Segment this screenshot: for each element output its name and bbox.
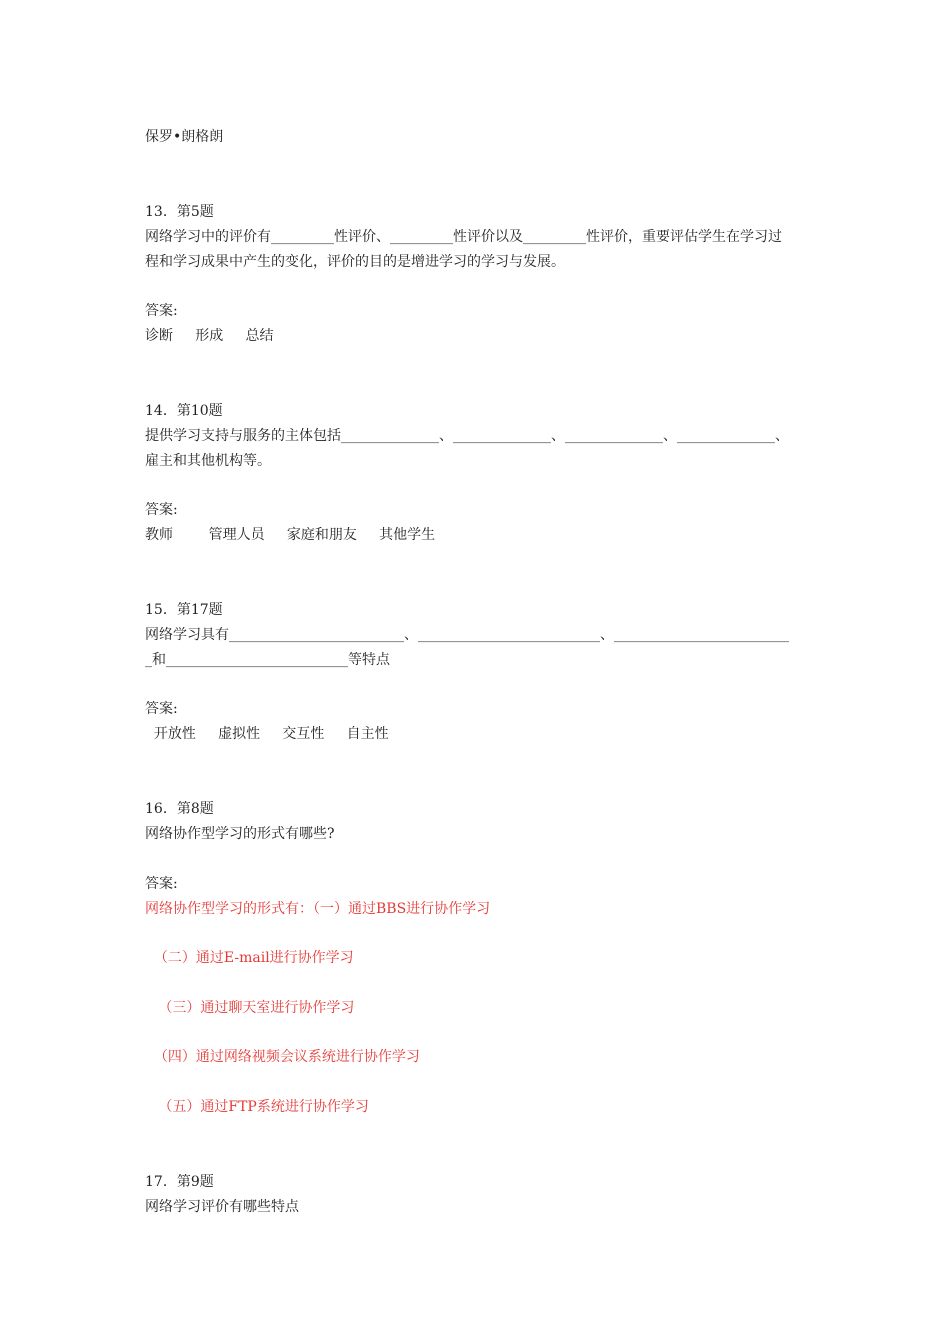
q13-question-line2: 程和学习成果中产生的变化，评价的目的是增进学习的学习与发展。 — [145, 254, 565, 270]
q16-answer-line: （三）通过聊天室进行协作学习 — [145, 1000, 355, 1016]
q16-answer-line: （五）通过FTP系统进行协作学习 — [145, 1099, 369, 1115]
q13-answer-label: 答案: — [145, 303, 178, 319]
q14-question-line2: 雇主和其他机构等。 — [145, 453, 271, 469]
q13-question-line1: 网络学习中的评价有_________性评价、_________性评价以及_________性评价，重要评估学生在学习过 — [145, 229, 782, 245]
q14-question-line1: 提供学习支持与服务的主体包括______________、______________、______________、______________、 — [145, 428, 789, 444]
q16-answer-line: （二）通过E-mail进行协作学习 — [145, 950, 354, 966]
q13-answer: 诊断 形成 总结 — [145, 328, 274, 344]
q14-answer: 教师 管理人员 家庭和朋友 其他学生 — [145, 527, 436, 543]
q13-header: 13．第5题 — [145, 204, 214, 220]
q16-answer-label: 答案: — [145, 876, 178, 892]
q15-question-line1: 网络学习具有_________________________、__________________________、_________________________ — [145, 627, 789, 643]
q16-question: 网络协作型学习的形式有哪些? — [145, 826, 335, 842]
q15-answer: 开放性 虚拟性 交互性 自主性 — [145, 726, 389, 742]
q15-answer-label: 答案: — [145, 701, 178, 717]
q14-answer-label: 答案: — [145, 502, 178, 518]
q15-header: 15．第17题 — [145, 602, 223, 618]
q17-question: 网络学习评价有哪些特点 — [145, 1199, 299, 1215]
q14-header: 14．第10题 — [145, 403, 223, 419]
q15-question-line2: _和__________________________等特点 — [145, 652, 390, 668]
q17-header: 17．第9题 — [145, 1174, 214, 1190]
q16-answer-line: （四）通过网络视频会议系统进行协作学习 — [145, 1049, 420, 1065]
author-name: 保罗•朗格朗 — [145, 129, 224, 145]
q16-header: 16．第8题 — [145, 801, 214, 817]
q16-answer-line: 网络协作型学习的形式有：（一）通过BBS进行协作学习 — [145, 901, 491, 917]
